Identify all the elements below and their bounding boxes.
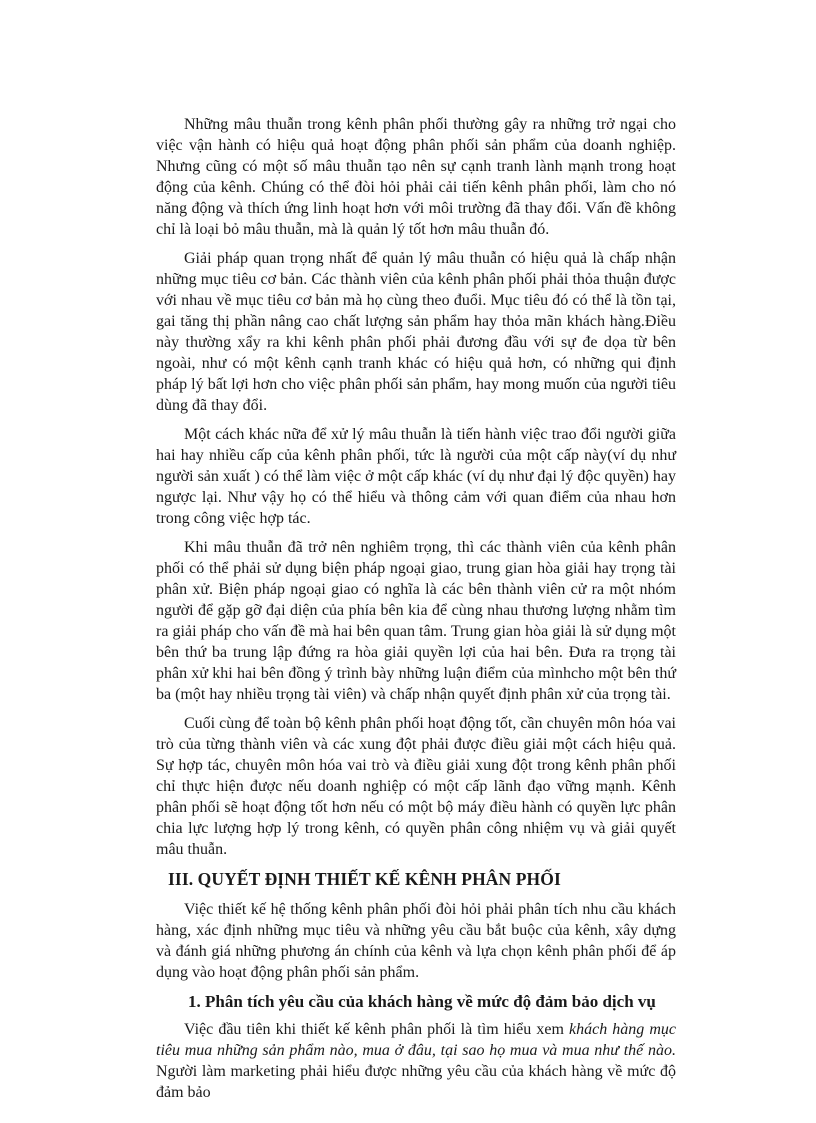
paragraph-text-start: Việc đầu tiên khi thiết kế kênh phân phối là tìm hiểu xem xyxy=(184,1021,569,1038)
paragraph-text-end: Người làm marketing phải hiểu được những yêu cầu của khách hàng về mức độ đảm bảo xyxy=(156,1063,676,1101)
paragraph-section-intro: Việc thiết kế hệ thống kênh phân phối đòi hỏi phải phân tích nhu cầu khách hàng, xác định những mục tiêu và những yêu cầu bắt buộc của kênh, xây dựng và đánh giá những phương án chính của kênh và lựa chọn kênh phân phối để áp dụng vào hoạt động phân phối sản phẩm. xyxy=(156,901,676,981)
section-heading: III. QUYẾT ĐỊNH THIẾT KẾ KÊNH PHÂN PHỐI xyxy=(168,869,561,889)
paragraph-conflict-intro: Những mâu thuẫn trong kênh phân phối thường gây ra những trở ngại cho việc vận hành có hiệu quả hoạt động phân phối sản phẩm của doanh nghiệp. Nhưng cũng có một số mâu thuẫn tạo nên sự cạnh tranh lành mạnh trong hoạt động của kênh. Chúng có thể đòi hỏi phải cải tiến kênh phân phối, làm cho nó năng động và thích ứng linh hoạt hơn với môi trường đã thay đổi. Vấn đề không chỉ là loại bỏ mâu thuẫn, mà là quản lý tốt hơn mâu thuẫn đó. xyxy=(156,116,676,238)
paragraph-customer-analysis xyxy=(156,1019,676,1103)
paragraph-people-exchange: Một cách khác nữa để xử lý mâu thuẫn là tiến hành việc trao đổi người giữa hai hay nhiều cấp của kênh phân phối, tức là người của một cấp này(ví dụ như người sản xuất ) có thể làm việc ở một cấp khác (ví dụ như đại lý độc quyền) hay ngược lại. Như vậy họ có thể hiểu và thông cảm với quan điểm của nhau hơn trong công việc hợp tác. xyxy=(156,426,676,527)
paragraph-text-italic: khách hàng mục tiêu mua những sản phẩm nào, mua ở đâu, tại sao họ mua và mua như thế nào. xyxy=(156,1021,677,1059)
paragraph-diplomacy-mediation: Khi mâu thuẫn đã trở nên nghiêm trọng, thì các thành viên của kênh phân phối có thể phải sử dụng biện pháp ngoại giao, trung gian hòa giải hay trọng tài phân xử. Biện pháp ngoại giao có nghĩa là các bên thành viên cử ra một nhóm người để gặp gỡ đại diện của phía bên kia để cùng nhau thương lượng nhằm tìm ra giải pháp cho vấn đề mà hai bên quan tâm. Trung gian hòa giải là sử dụng một bên thứ ba trung lập đứng ra hòa giải quyền lợi của hai bên. Đưa ra trọng tài phân xử khi hai bên đồng ý trình bày những luận điểm của mìnhcho một bên thứ ba (một hay nhiều trọng tài viên) và chấp nhận quyết định phân xử của trọng tài. xyxy=(156,539,676,703)
page-content xyxy=(156,114,676,1111)
paragraph-common-goals: Giải pháp quan trọng nhất để quản lý mâu thuẫn có hiệu quả là chấp nhận những mục tiêu cơ bản. Các thành viên của kênh phân phối phải thỏa thuận được với nhau về mục tiêu cơ bản mà họ cùng theo đuổi. Mục tiêu đó có thể là tồn tại, gai tăng thị phần nâng cao chất lượng sản phẩm hay thỏa mãn khách hàng.Điều này thường xẩy ra khi kênh phân phối phải đương đầu với sự đe dọa từ bên ngoài, như có một kênh cạnh tranh khác có hiệu quả hơn, có những qui định pháp lý bất lợi hơn cho việc phân phối sản phẩm, hay mong muốn của người tiêu dùng đã thay đổi. xyxy=(156,250,676,414)
paragraph-specialization: Cuối cùng để toàn bộ kênh phân phối hoạt động tốt, cần chuyên môn hóa vai trò của từng thành viên và các xung đột phải được điều giải một cách hiệu quả. Sự hợp tác, chuyên môn hóa vai trò và điều giải xung đột trong kênh phân phối chỉ thực hiện được nếu doanh nghiệp có một cấp lãnh đạo vững mạnh. Kênh phân phối sẽ hoạt động tốt hơn nếu có một bộ máy điều hành có quyền lực phân chia lực lượng hợp lý trong kênh, có quyền phân công nhiệm vụ và giải quyết mâu thuẫn. xyxy=(156,715,676,858)
subsection-heading: 1. Phân tích yêu cầu của khách hàng về mức độ đảm bảo dịch vụ xyxy=(188,992,656,1011)
